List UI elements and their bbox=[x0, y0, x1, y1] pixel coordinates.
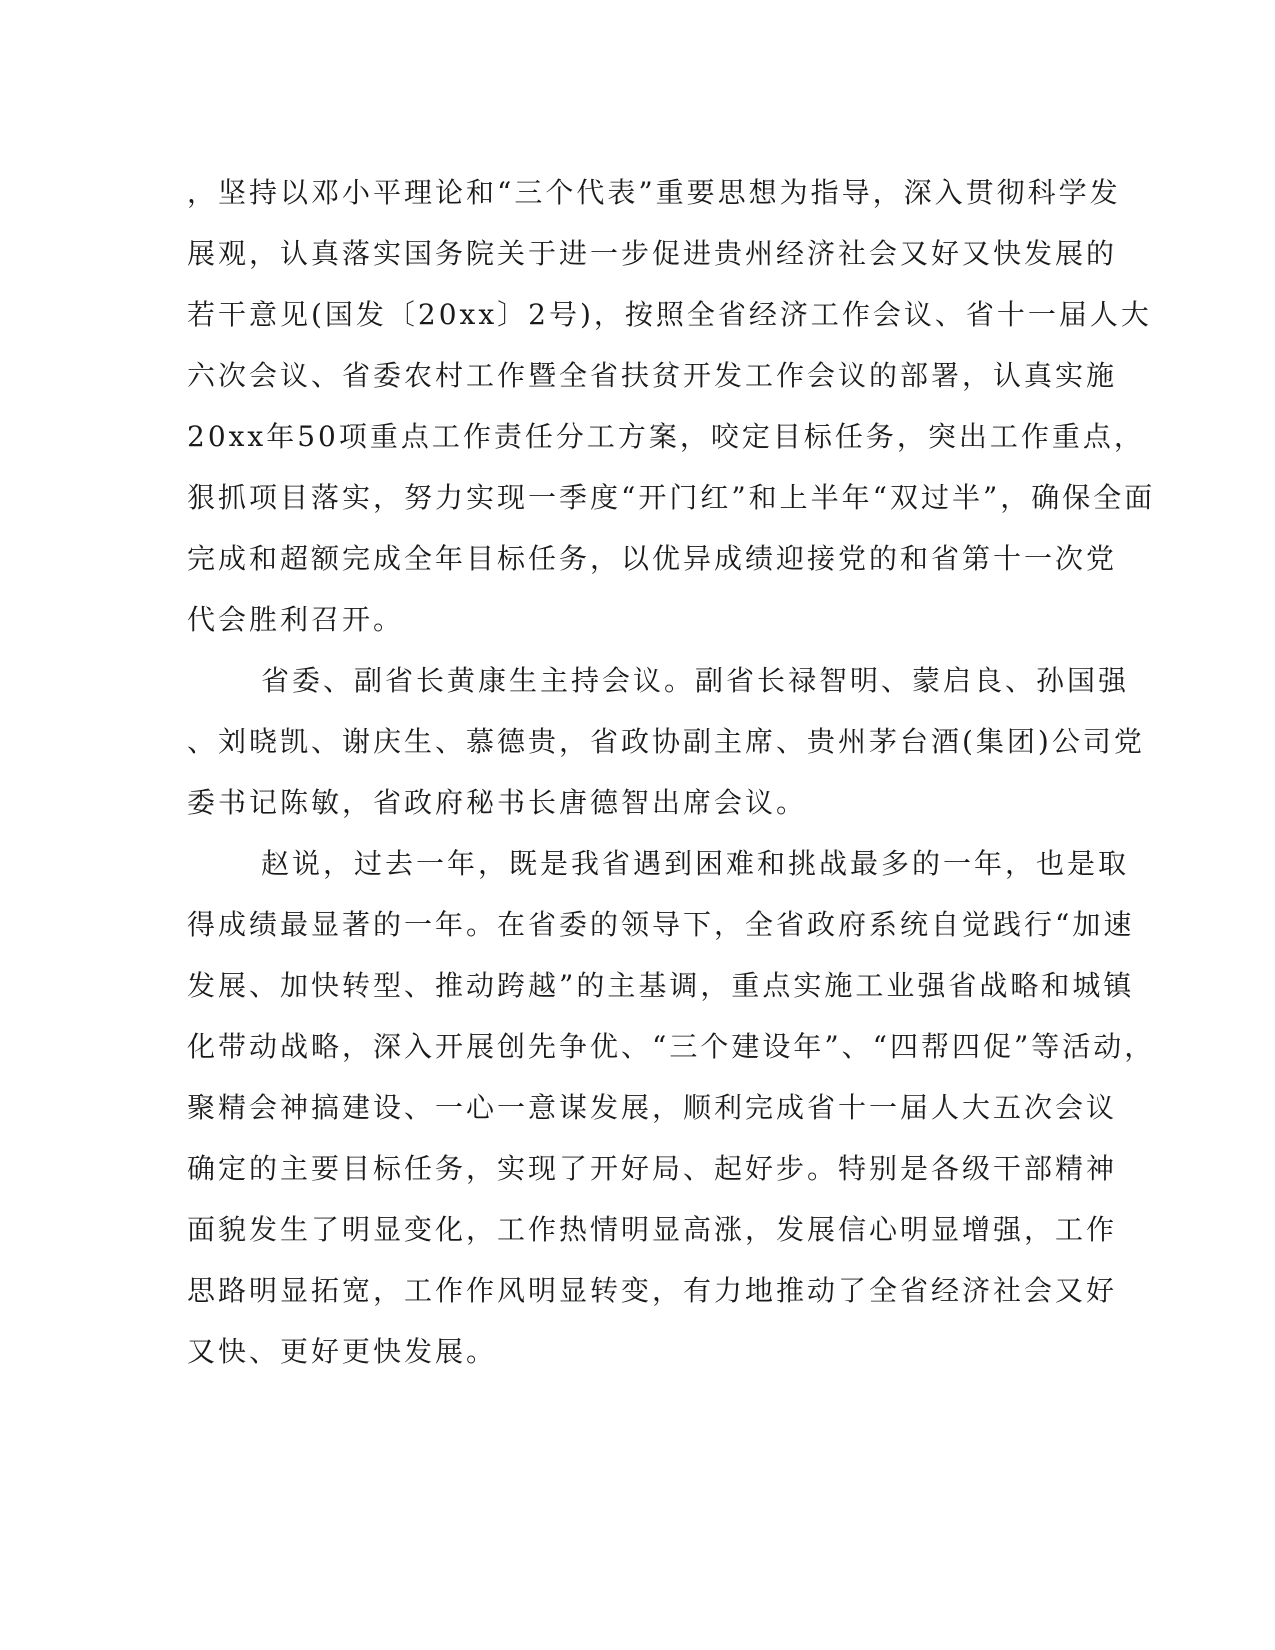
text-line: 化带动战略，深入开展创先争优、“三个建设年”、“四帮四促”等活动， bbox=[187, 1030, 1156, 1063]
text-line: 完成和超额完成全年目标任务，以优异成绩迎接党的和省第十一次党 bbox=[187, 542, 1118, 575]
text-line: 、刘晓凯、谢庆生、慕德贵，省政协副主席、贵州茅台酒(集团)公司党 bbox=[187, 725, 1145, 758]
paragraph-1 bbox=[187, 162, 1156, 650]
text-line: 思路明显拓宽，工作作风明显转变，有力地推动了全省经济社会又好 bbox=[187, 1274, 1118, 1307]
text-line: 赵说，过去一年，既是我省遇到困难和挑战最多的一年，也是取 bbox=[261, 847, 1130, 880]
text-line: 省委、副省长黄康生主持会议。副省长禄智明、蒙启良、孙国强 bbox=[261, 664, 1130, 697]
text-line: 又快、更好更快发展。 bbox=[187, 1335, 498, 1368]
text-line: 确定的主要目标任务，实现了开好局、起好步。特别是各级干部精神 bbox=[187, 1152, 1118, 1185]
text-line: 六次会议、省委农村工作暨全省扶贫开发工作会议的部署，认真实施 bbox=[187, 359, 1118, 392]
text-line: ，坚持以邓小平理论和“三个代表”重要思想为指导，深入贯彻科学发 bbox=[187, 176, 1121, 209]
text-line: 委书记陈敏，省政府秘书长唐德智出席会议。 bbox=[187, 786, 808, 819]
text-line: 展观，认真落实国务院关于进一步促进贵州经济社会又好又快发展的 bbox=[187, 237, 1118, 270]
text-line: 发展、加快转型、推动跨越”的主基调，重点实施工业强省战略和城镇 bbox=[187, 969, 1135, 1002]
paragraph-2 bbox=[187, 650, 1145, 833]
document-body bbox=[187, 162, 1156, 1382]
text-line: 面貌发生了明显变化，工作热情明显高涨，发展信心明显增强，工作 bbox=[187, 1213, 1118, 1246]
text-line: 20xx年50项重点工作责任分工方案，咬定目标任务，突出工作重点， bbox=[187, 420, 1145, 453]
text-line: 聚精会神搞建设、一心一意谋发展，顺利完成省十一届人大五次会议 bbox=[187, 1091, 1118, 1124]
text-line: 若干意见(国发〔20xx〕2号)，按照全省经济工作会议、省十一届人大 bbox=[187, 298, 1152, 331]
text-line: 狠抓项目落实，努力实现一季度“开门红”和上半年“双过半”，确保全面 bbox=[187, 481, 1156, 514]
paragraph-3 bbox=[187, 833, 1156, 1382]
text-line: 得成绩最显著的一年。在省委的领导下，全省政府系统自觉践行“加速 bbox=[187, 908, 1135, 941]
text-line: 代会胜利召开。 bbox=[187, 603, 405, 636]
